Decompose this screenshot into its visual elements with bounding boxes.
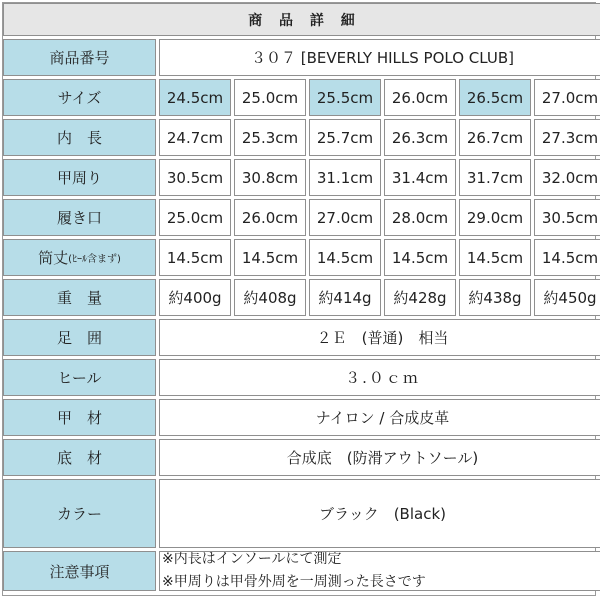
inner-length-label: 内 長 — [3, 119, 156, 156]
product-number-label: 商品番号 — [3, 39, 156, 76]
size-value: 26.0cm — [384, 79, 456, 116]
size-value: 25.0cm — [234, 79, 306, 116]
notes-value — [159, 551, 600, 591]
sole-material-label: 底 材 — [3, 439, 156, 476]
color-label: カラー — [3, 479, 156, 548]
weight-value: 約450g — [534, 279, 600, 316]
shaft-height-value: 14.5cm — [534, 239, 600, 276]
shaft-height-value: 14.5cm — [384, 239, 456, 276]
color-value: ブラック (Black) — [159, 479, 600, 548]
weight-value: 約438g — [459, 279, 531, 316]
note-line: ※甲周りは甲骨外周を一周測った長さです — [162, 574, 426, 590]
instep-value: 31.7cm — [459, 159, 531, 196]
opening-value: 26.0cm — [234, 199, 306, 236]
shaft-height-label-note: (ﾋｰﾙ含まず) — [68, 254, 121, 265]
instep-value: 32.0cm — [534, 159, 600, 196]
shaft-height-label — [3, 239, 156, 276]
opening-label: 履き口 — [3, 199, 156, 236]
weight-label: 重 量 — [3, 279, 156, 316]
upper-material-value: ナイロン / 合成皮革 — [159, 399, 600, 436]
size-value: 24.5cm — [159, 79, 231, 116]
heel-value: ３.０ｃｍ — [159, 359, 600, 396]
product-detail-table — [3, 3, 599, 591]
shaft-height-value: 14.5cm — [309, 239, 381, 276]
inner-length-value: 25.7cm — [309, 119, 381, 156]
opening-value: 30.5cm — [534, 199, 600, 236]
shaft-height-value: 14.5cm — [234, 239, 306, 276]
instep-value: 31.4cm — [384, 159, 456, 196]
width-label: 足 囲 — [3, 319, 156, 356]
upper-material-label: 甲 材 — [3, 399, 156, 436]
product-number-value: ３０７ [BEVERLY HILLS POLO CLUB] — [159, 39, 600, 76]
instep-value: 30.5cm — [159, 159, 231, 196]
weight-value: 約408g — [234, 279, 306, 316]
table-title: 商 品 詳 細 — [3, 3, 600, 36]
opening-value: 27.0cm — [309, 199, 381, 236]
note-line: ※内長はインソールにて測定 — [162, 551, 342, 567]
size-value: 25.5cm — [309, 79, 381, 116]
shaft-height-label-main: 筒丈 — [38, 249, 69, 267]
instep-value: 31.1cm — [309, 159, 381, 196]
inner-length-value: 25.3cm — [234, 119, 306, 156]
size-label: サイズ — [3, 79, 156, 116]
notes-label: 注意事項 — [3, 551, 156, 591]
opening-value: 28.0cm — [384, 199, 456, 236]
opening-value: 29.0cm — [459, 199, 531, 236]
inner-length-value: 26.7cm — [459, 119, 531, 156]
instep-label: 甲周り — [3, 159, 156, 196]
weight-value: 約428g — [384, 279, 456, 316]
weight-value: 約414g — [309, 279, 381, 316]
inner-length-value: 24.7cm — [159, 119, 231, 156]
shaft-height-value: 14.5cm — [159, 239, 231, 276]
size-value: 26.5cm — [459, 79, 531, 116]
instep-value: 30.8cm — [234, 159, 306, 196]
sole-material-value: 合成底 (防滑アウトソール) — [159, 439, 600, 476]
opening-value: 25.0cm — [159, 199, 231, 236]
inner-length-value: 26.3cm — [384, 119, 456, 156]
heel-label: ヒール — [3, 359, 156, 396]
weight-value: 約400g — [159, 279, 231, 316]
shaft-height-value: 14.5cm — [459, 239, 531, 276]
size-value: 27.0cm — [534, 79, 600, 116]
width-value: ２Ｅ (普通) 相当 — [159, 319, 600, 356]
inner-length-value: 27.3cm — [534, 119, 600, 156]
